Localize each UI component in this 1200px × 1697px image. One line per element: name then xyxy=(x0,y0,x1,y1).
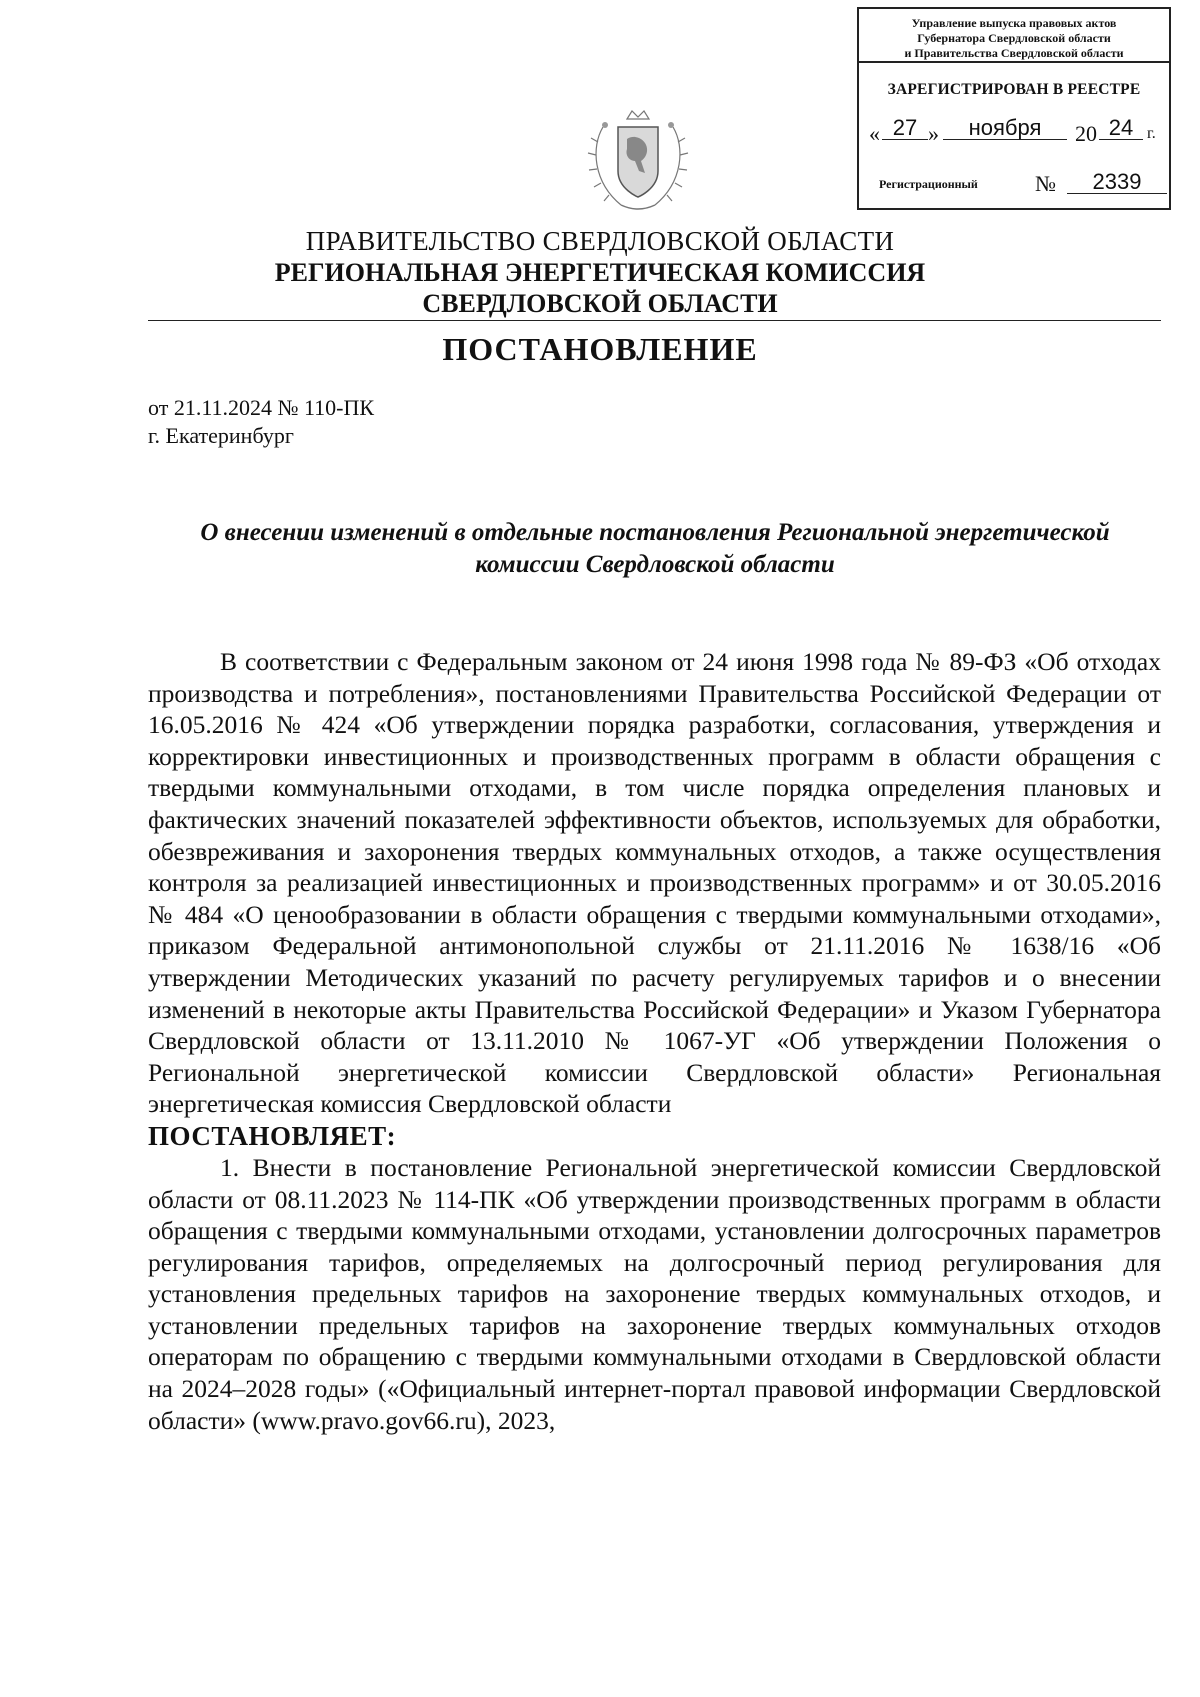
document-body xyxy=(148,646,1161,1436)
stamp-day: 27 xyxy=(882,115,928,140)
document-city: г. Екатеринбург xyxy=(148,423,294,448)
stamp-registered-label: ЗАРЕГИСТРИРОВАН В РЕЕСТРЕ xyxy=(887,81,1141,98)
stamp-year-suffix: 24 xyxy=(1099,115,1143,140)
coat-of-arms-icon xyxy=(583,107,693,217)
header-divider xyxy=(148,320,1161,321)
government-title: ПРАВИТЕЛЬСТВО СВЕРДЛОВСКОЙ ОБЛАСТИ xyxy=(305,226,895,256)
region-title: СВЕРДЛОВСКОЙ ОБЛАСТИ xyxy=(422,289,778,318)
stamp-date xyxy=(869,117,1169,147)
stamp-org-line: Губернатора Свердловской области xyxy=(917,31,1111,45)
preamble-paragraph: В соответствии с Федеральным законом от 24 июня 1998 года № 89-ФЗ «Об отходах производства и потребления», постановлениями Правительства Российской Федерации от 16.05.2016 № 424 «Об утверждении порядка разработки, согласования, утверждения и корректировки инвестиционных и производственных программ в области обращения с твердыми коммунальными отходами, в том числе порядка определения плановых и фактических значений показателей эффективности объектов, используемых для обработки, обезвреживания и захоронения твердых коммунальных отходов, а также осуществления контроля за реализацией инвестиционных и производственных программ» и от 30.05.2016 № 484 «О ценообразовании в области обращения с твердыми коммунальными отходами», приказом Федеральной антимонопольной службы от 21.11.2016 № 1638/16 «Об утверждении Методических указаний по расчету регулируемых тарифов и о внесении изменений в некоторые акты Правительства Российской Федерации» и Указом Губернатора Свердловской области от 13.11.2010 № 1067-УГ «Об утверждении Положения о Региональной энергетической комиссии Свердловской области» Региональная энергетическая комиссия Свердловской области xyxy=(148,647,1161,1119)
stamp-month: ноября xyxy=(943,115,1067,140)
stamp-org-line: и Правительства Свердловской области xyxy=(904,46,1124,60)
registration-stamp xyxy=(857,7,1171,210)
document-date-number: от 21.11.2024 № 110-ПК xyxy=(148,395,375,420)
stamp-year-abbr: г. xyxy=(1147,125,1156,142)
stamp-number-value: 2339 xyxy=(1067,169,1167,194)
stamp-organization xyxy=(859,9,1169,63)
stamp-year-prefix: 20 xyxy=(1075,121,1097,146)
stamp-quote-close: » xyxy=(928,121,939,146)
document-subject: О внесении изменений в отдельные постановления Региональной энергетической комиссии Свердловской области xyxy=(200,519,1110,578)
item-1-paragraph: 1. Внести в постановление Региональной энергетической комиссии Свердловской области от 08.11.2023 № 114-ПК «Об утверждении производственных программ в области обращения с твердыми коммунальными отходами, установлении долгосрочных параметров регулирования тарифов, определяемых на долгосрочный период регулирования для установления предельных тарифов на захоронение твердых коммунальных отходов, и установлении предельных тарифов на захоронение твердых коммунальных отходов операторам по обращению с твердыми коммунальными отходами в Свердловской области на 2024–2028 годы» («Официальный интернет-портал правовой информации Свердловской области» (www.pravo.gov66.ru), 2023, xyxy=(148,1152,1161,1435)
stamp-registration-number xyxy=(879,169,1169,199)
decree-heading: ПОСТАНОВЛЯЕТ: xyxy=(148,1120,397,1151)
document-type: ПОСТАНОВЛЕНИЕ xyxy=(442,331,758,367)
commission-title: РЕГИОНАЛЬНАЯ ЭНЕРГЕТИЧЕСКАЯ КОМИССИЯ xyxy=(274,258,926,287)
stamp-quote-open: « xyxy=(869,121,880,146)
stamp-org-line: Управление выпуска правовых актов xyxy=(911,16,1117,30)
stamp-reg-label: Регистрационный xyxy=(879,177,978,191)
stamp-number-sign: № xyxy=(1035,171,1056,196)
